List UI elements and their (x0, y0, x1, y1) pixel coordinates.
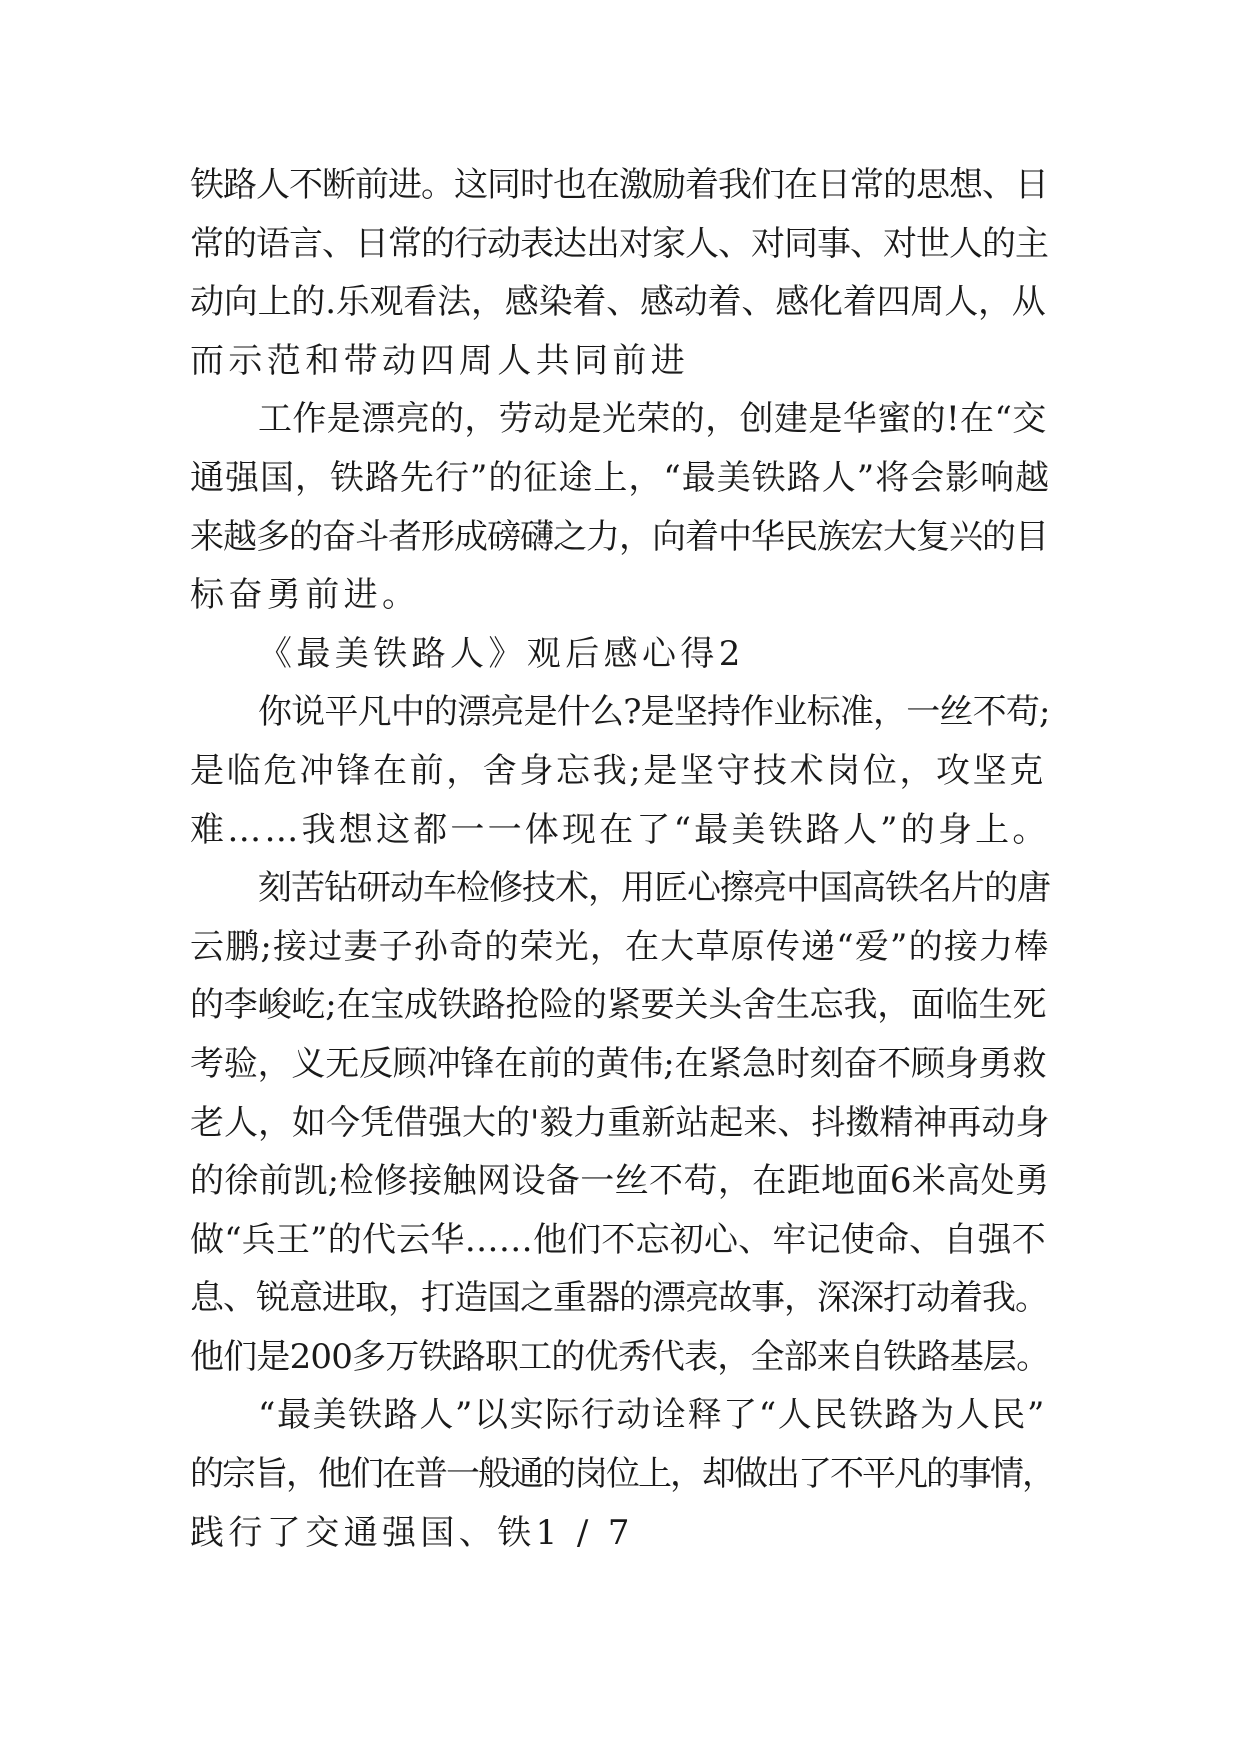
text-line: 动向上的.乐观看法，感染着、感动着、感化着四周人，从 (190, 282, 1046, 323)
text-line: 做“兵王”的代云华……他们不忘初心、牢记使命、自强不 (190, 1219, 1046, 1260)
text-line: 老人，如今凭借强大的'毅力重新站起来、抖擞精神再动身 (190, 1102, 1050, 1143)
text-line: 云鹏;接过妻子孙奇的荣光，在大草原传递“爱”的接力棒 (190, 926, 1050, 967)
text-line: 他们是200多万铁路职工的优秀代表，全部来自铁路基层。 (190, 1336, 1050, 1377)
text-line: 铁路人不断前进。这同时也在激励着我们在日常的思想、日 (190, 165, 1048, 205)
text-line: 刻苦钻研动车检修技术，用匠心擦亮中国高铁名片的唐 (258, 868, 1050, 909)
text-line: 你说平凡中的漂亮是什么?是坚持作业标准，一丝不苟; (258, 692, 1050, 733)
text-line: 来越多的奋斗者形成磅礴之力，向着中华民族宏大复兴的目 (190, 516, 1048, 557)
text-line: 息、锐意进取，打造国之重器的漂亮故事，深深打动着我。 (190, 1278, 1048, 1319)
document-body (190, 156, 1054, 1562)
text-line: 的李峻屹;在宝成铁路抢险的紧要关头舍生忘我，面临生死 (190, 985, 1047, 1026)
text-line: 标奋勇前进。 (190, 575, 421, 616)
text-line: 是临危冲锋在前，舍身忘我;是坚守技术岗位，攻坚克 (190, 750, 1046, 791)
text-line: 的徐前凯;检修接触网设备一丝不苟，在距地面6米高处勇 (190, 1161, 1050, 1202)
text-line: 常的语言、日常的行动表达出对家人、对同事、对世人的主 (190, 223, 1048, 264)
text-line: 通强国，铁路先行”的征途上，“最美铁路人”将会影响越 (190, 457, 1051, 498)
text-line: 的宗旨，他们在普一般通的岗位上，却做出了不平凡的事情， (190, 1454, 1054, 1495)
text-line: “最美铁路人”以实际行动诠释了“人民铁路为人民” (258, 1395, 1046, 1436)
text-line: 工作是漂亮的，劳动是光荣的，创建是华蜜的!在“交 (258, 399, 1047, 440)
section-heading: 《最美铁路人》观后感心得2 (258, 633, 745, 674)
text-line: 难……我想这都一一体现在了“最美铁路人”的身上。 (190, 809, 1050, 850)
text-line: 而示范和带动四周人共同前进 (190, 340, 690, 381)
text-line-with-page-number: 践行了交通强国、铁1 / 7 (190, 1512, 634, 1553)
text-line: 考验，义无反顾冲锋在前的黄伟;在紧急时刻奋不顾身勇救 (190, 1043, 1047, 1084)
